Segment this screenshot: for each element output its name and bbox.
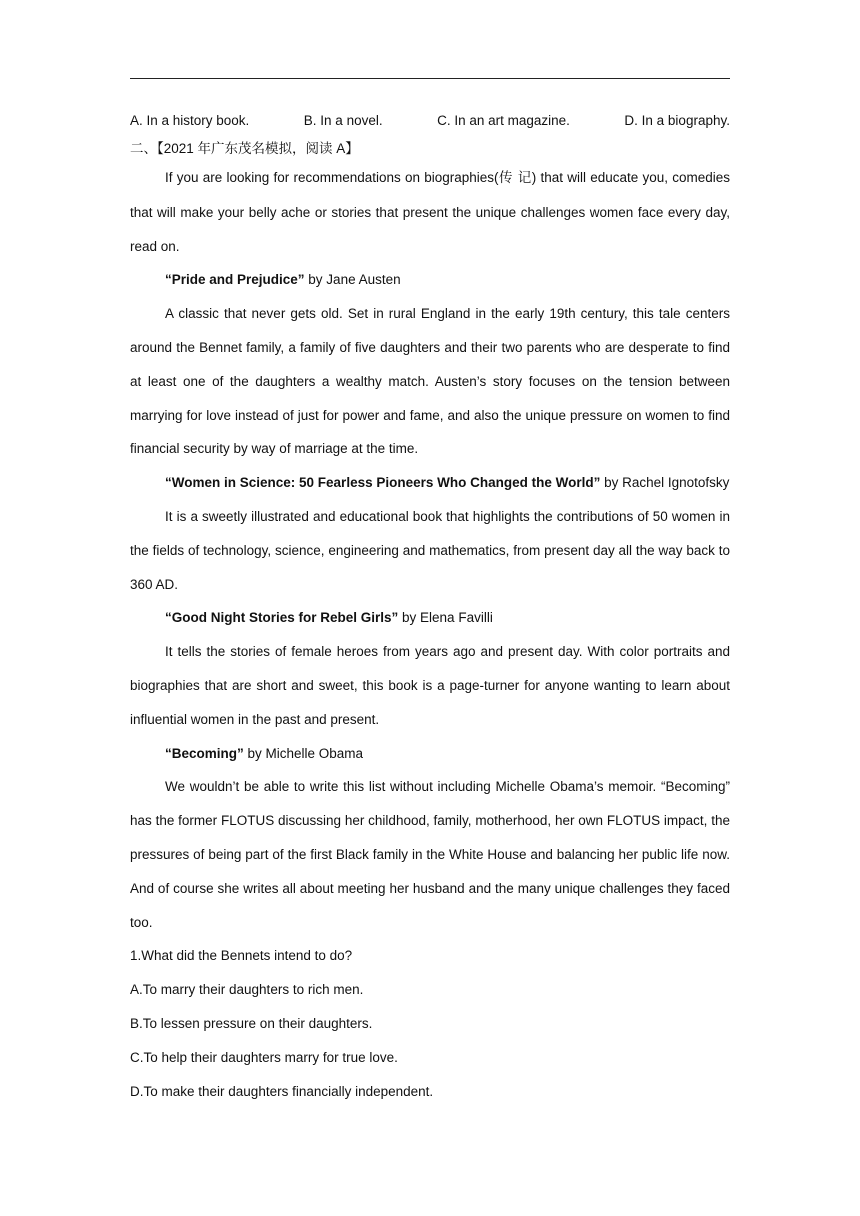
book-description-1: A classic that never gets old. Set in rural England in the early 19th century, this tale centers around the Bennet family, a family of five daughters and their two parents who are desperate to find at least one of the daughters a wealthy match. Austen’s story focuses on the tension between marrying for love instead of just for power and fame, and also the unique pressure on women to find financial security by way of marriage at the time. xyxy=(130,306,730,457)
book-title: “Good Night Stories for Rebel Girls” xyxy=(165,610,399,626)
book-description-2: It is a sweetly illustrated and educational book that highlights the contributions of 50 women in the fields of technology, science, engineering and mathematics, from present day all the way back to 360 AD. xyxy=(130,508,730,592)
book-title-line-4 xyxy=(130,737,730,771)
book-title: “Pride and Prejudice” xyxy=(165,272,305,288)
book-title-line-1 xyxy=(130,263,730,297)
book-title: “Women in Science: 50 Fearless Pioneers Who Changed the World” xyxy=(165,475,601,491)
question-option-c: C.To help their daughters marry for true love. xyxy=(130,1049,398,1065)
question-option-d: D.To make their daughters financially independent. xyxy=(130,1083,434,1099)
book-description-4: We wouldn’t be able to write this list without including Michelle Obama’s memoir. “Becoming” has the former FLOTUS discussing her childhood, family, motherhood, her own FLOTUS impact, the pressures of being part of the first Black family in the White House and balancing her public life now. And of course she writes all about meeting her husband and the many unique challenges they faced too. xyxy=(130,779,730,930)
intro-chinese-gloss: 传 记 xyxy=(498,170,532,186)
book-author: by Michelle Obama xyxy=(243,745,364,761)
intro-paragraph xyxy=(130,161,730,263)
book-author: by Rachel Ignotofsky xyxy=(600,475,730,491)
previous-option-a: A. In a history book. xyxy=(130,113,250,128)
book-author: by Jane Austen xyxy=(304,272,401,288)
previous-option-c: C. In an art magazine. xyxy=(437,113,570,128)
intro-text-before: If you are looking for recommendations on biographies( xyxy=(165,170,499,185)
book-author: by Elena Favilli xyxy=(398,610,493,626)
previous-question-options xyxy=(130,112,730,130)
section-heading: 二、【2021 年广东茂名模拟，阅读 A】 xyxy=(130,141,359,156)
passage-body xyxy=(130,161,730,1108)
book-description-3: It tells the stories of female heroes from years ago and present day. With color portraits and biographies that are short and sweet, this book is a page-turner for anyone wanting to learn about influential women in the past and present. xyxy=(130,644,730,727)
previous-option-d: D. In a biography. xyxy=(624,113,730,128)
question-option-b: B.To lessen pressure on their daughters. xyxy=(130,1015,373,1031)
intro-text-after: ) that will educate you, comedies that will make your belly ache or stories that present the unique challenges women face every day, read on. xyxy=(130,170,731,254)
header-rule xyxy=(130,78,730,79)
book-title: “Becoming” xyxy=(165,745,244,761)
question-stem: 1.What did the Bennets intend to do? xyxy=(130,948,353,964)
question-option-a: A.To marry their daughters to rich men. xyxy=(130,982,364,998)
book-title-line-2 xyxy=(130,466,730,500)
book-title-line-3 xyxy=(130,601,730,635)
previous-option-b: B. In a novel. xyxy=(303,113,383,128)
